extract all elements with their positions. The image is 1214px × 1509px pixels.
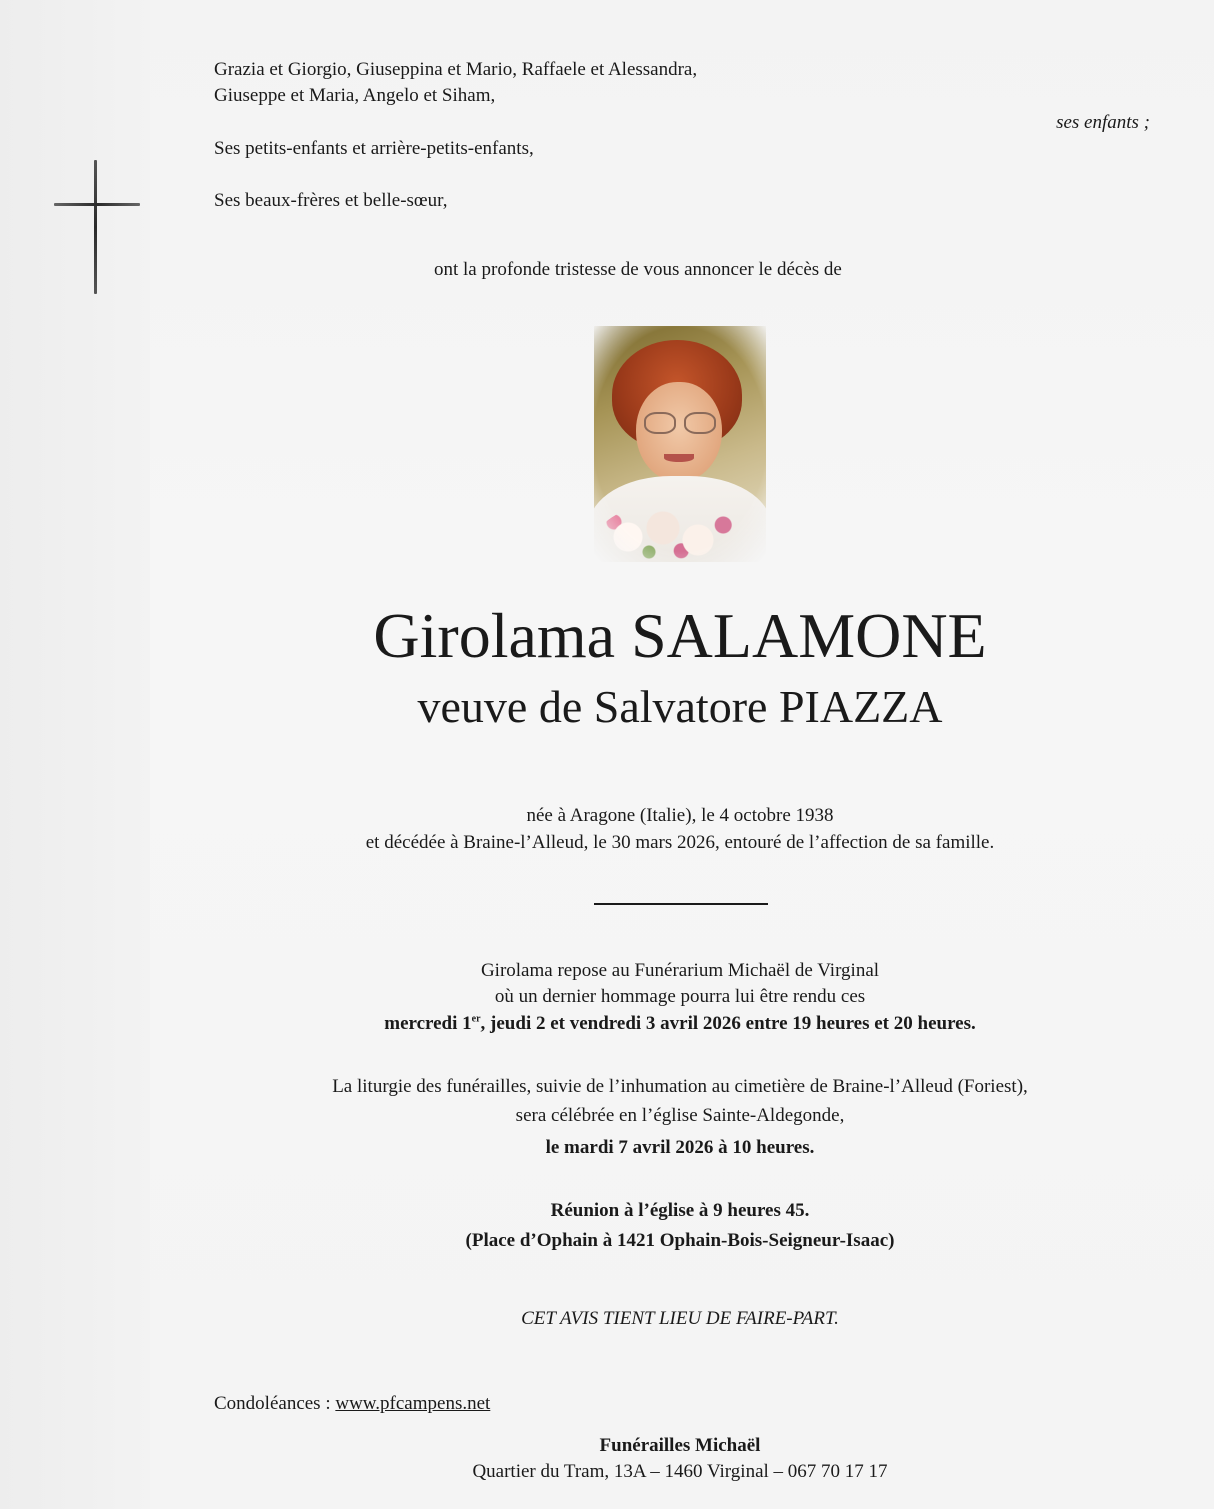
visitation-line-2: où un dernier hommage pourra lui être rendu ces	[494, 986, 866, 1007]
visitation-dates-prefix: mercredi 1	[384, 1013, 472, 1034]
children-line-2: Giuseppe et Maria, Angelo et Siham,	[214, 85, 496, 106]
notice-line: CET AVIS TIENT LIEU DE FAIRE-PART.	[521, 1308, 839, 1329]
funeral-home-name: Funérailles Michaël	[599, 1435, 761, 1456]
deceased-spouse: veuve de Salvatore PIAZZA	[417, 681, 943, 732]
death-line: et décédée à Braine-l’Alleud, le 30 mars 2026, entouré de l’affection de sa famille.	[365, 832, 995, 853]
funeral-home-address: Quartier du Tram, 13A – 1460 Virginal – 067 70 17 17	[472, 1461, 888, 1482]
portrait-photo	[594, 326, 766, 562]
visitation-dates	[160, 1011, 1200, 1037]
visitation-line-1: Girolama repose au Funérarium Michaël de Virginal	[480, 960, 880, 981]
visitation-dates-suffix: , jeudi 2 et vendredi 3 avril 2026 entre 19 heures et 20 heures.	[480, 1013, 976, 1034]
funeral-line-1: La liturgie des funérailles, suivie de l’inhumation au cimetière de Braine-l’Alleud (Foriest),	[332, 1076, 1028, 1097]
meeting-line: Réunion à l’église à 9 heures 45.	[550, 1200, 810, 1221]
meeting-address: (Place d’Ophain à 1421 Ophain-Bois-Seigneur-Isaac)	[465, 1230, 895, 1251]
funeral-line-2: sera célébrée en l’église Sainte-Aldegonde,	[515, 1105, 845, 1126]
children-role: ses enfants ;	[1056, 112, 1150, 133]
cross-horizontal-bar	[54, 203, 140, 206]
cross-vertical-bar	[94, 160, 97, 294]
visitation-dates-ordinal: er	[471, 1013, 481, 1025]
birth-line: née à Aragone (Italie), le 4 octobre 1938	[526, 805, 834, 826]
deceased-name: Girolama SALAMONE	[373, 600, 987, 671]
condolences-line	[214, 1391, 490, 1417]
children-line-1: Grazia et Giorgio, Giuseppina et Mario, Raffaele et Alessandra,	[214, 59, 698, 80]
announcement-line: ont la profonde tristesse de vous annoncer le décès de	[434, 259, 842, 280]
condolences-link[interactable]: www.pfcampens.net	[335, 1393, 491, 1414]
grandchildren-line: Ses petits-enfants et arrière-petits-enfants,	[214, 138, 534, 159]
condolences-label: Condoléances :	[214, 1393, 336, 1414]
separator-line	[594, 903, 768, 905]
funeral-date: le mardi 7 avril 2026 à 10 heures.	[545, 1137, 815, 1158]
cross-icon	[54, 160, 140, 294]
in-laws-line: Ses beaux-frères et belle-sœur,	[214, 190, 448, 211]
